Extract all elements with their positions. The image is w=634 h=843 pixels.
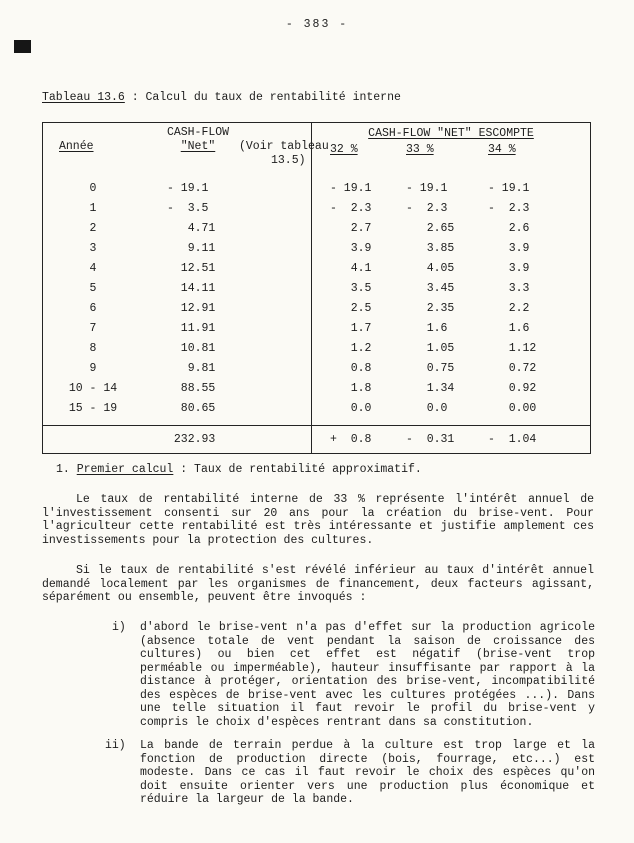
cell-34: - 19.1 [488, 182, 530, 195]
table-row [312, 259, 590, 279]
table-left-header [43, 123, 329, 179]
cell-32: - 19.1 [330, 182, 372, 195]
cell-34: 3.9 [488, 242, 530, 255]
cell-32: 0.8 [330, 362, 372, 375]
table-row [312, 399, 590, 419]
table-row [312, 279, 590, 299]
cell-annee: 3 [89, 242, 97, 255]
cell-net: 12.91 [167, 302, 216, 315]
table-total-row [43, 425, 311, 453]
cell-32: 3.5 [330, 282, 372, 295]
cell-32: 3.9 [330, 242, 372, 255]
table-row [43, 399, 311, 419]
cell-annee: 15 - 19 [68, 402, 118, 415]
scan-artifact-square [14, 40, 31, 53]
cell-32: - 2.3 [330, 202, 372, 215]
heading-label: Premier calcul [76, 463, 174, 476]
table-total-row [312, 425, 590, 453]
section-heading [56, 463, 422, 477]
cell-annee: 4 [89, 262, 97, 275]
cell-annee: 5 [89, 282, 97, 295]
cell-annee: 1 [89, 202, 97, 215]
list-item-i-text: d'abord le brise-vent n'a pas d'effet sur la production agricole (absence totale de vent pendant la saison de croissance des cultures) ou bien cet effet est négatif (brise-vent trop perméable ou imperméable), hauteur insuffisante par rapport à la distance à protéger, orientation des brise-vent, incompatibilité des espèces de brise-vent avec les cultures protégées ...). Dans une telle situation il faut revoir le profil du brise-vent y compris le choix d'espèces rentrant dans sa constitution. [140, 621, 595, 729]
table-row [312, 199, 590, 219]
table-row [43, 279, 311, 299]
table-right-section [311, 123, 590, 453]
table-row [312, 299, 590, 319]
table-row [312, 339, 590, 359]
cell-34: 2.6 [488, 222, 530, 235]
table-row [43, 339, 311, 359]
cell-33: 1.6 [406, 322, 448, 335]
table-row [43, 319, 311, 339]
list-item-ii-text: La bande de terrain perdue à la culture est trop large et la fonction de production directe (bois, fourrage, etc...) est modeste. Dans ce cas il faut revoir le choix des espèces qu'on doit ensuite orienter vers une production plus économique et réduire la largeur de la bande. [140, 739, 595, 806]
cell-32: 0.0 [330, 402, 372, 415]
cell-33: 2.65 [406, 222, 455, 235]
cell-annee: 6 [89, 302, 97, 315]
col-header-34: 34 % [488, 142, 516, 156]
table-right-header [312, 123, 590, 179]
rentability-table [42, 122, 591, 454]
cell-32-total: + 0.8 [330, 433, 372, 446]
cell-33: - 19.1 [406, 182, 448, 195]
table-caption-text: : Calcul du taux de rentabilité interne [124, 91, 401, 104]
cell-33: 3.45 [406, 282, 455, 295]
cell-34: 0.92 [488, 382, 537, 395]
table-reference-note: (Voir tableau 13.5) [239, 140, 329, 167]
cell-33: 1.34 [406, 382, 455, 395]
table-row [43, 299, 311, 319]
col-header-cashflow-net [143, 126, 253, 153]
table-row [312, 179, 590, 199]
net-label: "Net" [180, 139, 216, 153]
cell-annee: 7 [89, 322, 97, 335]
table-row [43, 259, 311, 279]
paragraph-1: Le taux de rentabilité interne de 33 % représente l'intérêt annuel de l'investissement consenti sur 20 ans pour la création du brise-vent. Pour l'agriculteur cette rentabilité est très intéressante et justifie amplement ces investissements pour la protection des cultures. [42, 493, 594, 547]
cell-net: - 3.5 [167, 202, 209, 215]
cell-net: 4.71 [167, 222, 216, 235]
cell-32: 1.2 [330, 342, 372, 355]
paragraph-2: Si le taux de rentabilité s'est révélé inférieur au taux d'intérêt annuel demandé localement par les organismes de financement, deux facteurs agissant, séparément ou ensemble, peuvent être invoqués : [42, 564, 594, 604]
cell-33: 0.75 [406, 362, 455, 375]
table-row [43, 219, 311, 239]
cell-33: 0.0 [406, 402, 448, 415]
cell-34: 1.12 [488, 342, 537, 355]
cashflow-label: CASH-FLOW [166, 126, 230, 139]
table-row [312, 219, 590, 239]
cell-net: 12.51 [167, 262, 216, 275]
page-number: - 383 - [285, 18, 349, 31]
cell-net: 9.11 [167, 242, 216, 255]
cell-34: 0.00 [488, 402, 537, 415]
table-row [312, 319, 590, 339]
cell-net: - 19.1 [167, 182, 209, 195]
cell-34: 3.9 [488, 262, 530, 275]
table-row [312, 359, 590, 379]
cell-annee-empty [43, 430, 143, 453]
cell-annee: 2 [89, 222, 97, 235]
cell-33: - 2.3 [406, 202, 448, 215]
cell-33: 3.85 [406, 242, 455, 255]
cell-net: 80.65 [167, 402, 216, 415]
list-item-ii-label: ii) [105, 739, 126, 752]
col-header-32: 32 % [330, 142, 358, 156]
cell-32: 1.7 [330, 322, 372, 335]
cell-32: 2.5 [330, 302, 372, 315]
cell-34: 2.2 [488, 302, 530, 315]
table-row [43, 179, 311, 199]
cell-33: 2.35 [406, 302, 455, 315]
table-caption-label: Tableau 13.6 [42, 91, 125, 104]
cell-34: - 2.3 [488, 202, 530, 215]
cell-net: 9.81 [167, 362, 216, 375]
cell-annee: 8 [89, 342, 97, 355]
cell-33: 1.05 [406, 342, 455, 355]
cell-annee: 9 [89, 362, 97, 375]
table-row [312, 239, 590, 259]
cell-net: 14.11 [167, 282, 216, 295]
col-header-escompte: CASH-FLOW "NET" ESCOMPTE [368, 127, 534, 140]
table-row [312, 379, 590, 399]
table-row [43, 199, 311, 219]
cell-34-total: - 1.04 [488, 433, 537, 446]
heading-number: 1. [56, 463, 77, 476]
table-caption [42, 91, 401, 105]
cell-33: 4.05 [406, 262, 455, 275]
cell-34: 3.3 [488, 282, 530, 295]
cell-net-total: 232.93 [167, 433, 216, 446]
col-header-33: 33 % [406, 142, 434, 156]
cell-annee: 10 - 14 [68, 382, 118, 395]
table-left-section [43, 123, 329, 453]
table-row [43, 239, 311, 259]
heading-text: : Taux de rentabilité approximatif. [173, 463, 422, 476]
cell-32: 4.1 [330, 262, 372, 275]
cell-32: 1.8 [330, 382, 372, 395]
cell-33-total: - 0.31 [406, 433, 455, 446]
cell-annee: 0 [89, 182, 97, 195]
col-header-annee: Année [59, 140, 94, 153]
cell-net: 88.55 [167, 382, 216, 395]
cell-34: 1.6 [488, 322, 530, 335]
list-item-i-label: i) [112, 621, 126, 634]
cell-net: 11.91 [167, 322, 216, 335]
cell-32: 2.7 [330, 222, 372, 235]
cell-net: 10.81 [167, 342, 216, 355]
cell-34: 0.72 [488, 362, 537, 375]
table-row [43, 359, 311, 379]
table-row [43, 379, 311, 399]
